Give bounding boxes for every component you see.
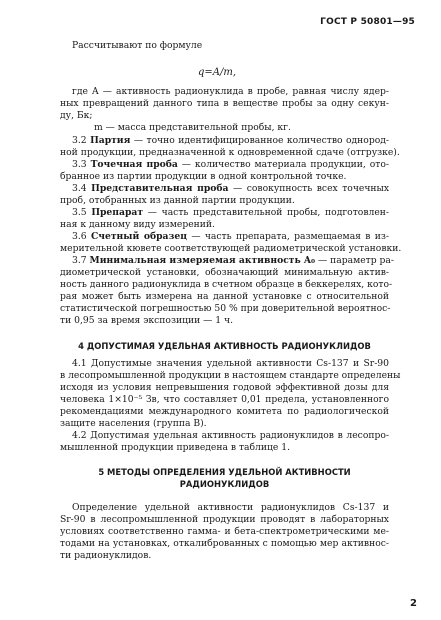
section-4-p1-line-2: в лесопромышленной продукции в настоящем стандарте определены [60, 370, 401, 381]
term-3-2-title: Партия [90, 135, 131, 146]
term-3-6-line-1: 3.6 Счетный образец — часть препарата, размещаемая в из- [72, 231, 390, 242]
term-3-5-line-2: ная к данному виду измерений. [60, 219, 215, 230]
term-3-2-line-1: 3.2 Партия — точно идентифицированное количество однород- [72, 135, 389, 146]
term-3-7-line-6: ти 0,95 за время экспозиции — 1 ч. [60, 315, 234, 326]
page-number: 2 [410, 598, 417, 609]
term-3-2-line-2: ной продукции, предназначенной к одновременной сдаче (отгрузке). [60, 147, 400, 158]
definition-a-line-3: ду, Бк; [60, 110, 93, 121]
section-4-p2-line-1: 4.2 Допустимая удельная активность радионуклидов в лесопро- [72, 430, 389, 441]
section-4-p1-line-3: исходя из условия непревышения годовой эффективной дозы для [60, 382, 389, 393]
section-5-p1-line-1: Определение удельной активности радионуклидов Cs-137 и [72, 502, 389, 513]
section-5-title-line-1: 5 МЕТОДЫ ОПРЕДЕЛЕНИЯ УДЕЛЬНОЙ АКТИВНОСТИ [98, 467, 351, 477]
section-4-p1-line-4: человека 1×10⁻⁵ Зв, что составляет 0,01 предела, установленного [60, 394, 389, 405]
section-4-p2-line-2: мышленной продукции приведена в таблице 1. [60, 442, 291, 453]
section-4-p1-line-6: защите населения (группа В). [60, 418, 207, 429]
standard-code-header: ГОСТ Р 50801—95 [320, 17, 415, 27]
section-5-p1-line-3: условиях соответственно гамма- и бета-спектрометрическими ме- [60, 526, 389, 537]
term-3-7-line-1: 3.7 Минимальная измеряемая активность A₀ — параметр ра- [72, 255, 394, 266]
formula-lead: Рассчитывают по формуле [72, 40, 203, 51]
section-5-p1-line-5: ти радионуклидов. [60, 550, 152, 561]
section-4-title: 4 ДОПУСТИМАЯ УДЕЛЬНАЯ АКТИВНОСТЬ РАДИОНУКЛИДОВ [78, 341, 371, 351]
term-3-7-line-2: диометрической установки, обозначающий минимальную актив- [60, 267, 389, 278]
section-4-p1-line-1: 4.1 Допустимые значения удельной активности Cs-137 и Sr-90 [72, 358, 389, 369]
term-3-3-line-2: бранное из партии продукции в одной контрольной точке. [60, 171, 347, 182]
definition-a-line-1: где A — активность радионуклида в пробе, равная числу ядер- [72, 86, 389, 97]
term-3-6-title: Счетный образец [90, 231, 188, 242]
term-3-7-line-5: статистической погрешностью 50 % при доверительной вероятнос- [60, 303, 391, 314]
section-5-p1-line-2: Sr-90 в лесопромышленной продукции проводят в лабораторных [60, 514, 389, 525]
term-3-6-line-2: мерительной кювете соответствующей радиометрической установки. [60, 243, 402, 254]
term-3-4-line-1: 3.4 Представительная проба — совокупность всех точечных [72, 183, 390, 194]
term-3-4-line-2: проб, отобранных из данной партии продукции. [60, 195, 295, 206]
term-3-7-line-4: рая может быть измерена на данной установке с относительной [60, 291, 389, 302]
section-5-p1-line-4: тодами на установках, откалиброванных с помощью мер активнос- [60, 538, 389, 549]
term-3-3-line-1: 3.3 Точечная проба — количество материала продукции, ото- [72, 159, 390, 170]
definition-a-line-2: ных превращений данного типа в веществе пробы за одну секун- [60, 98, 389, 109]
term-3-7-line-3: ность данного радионуклида в счетном образце в беккерелях, кото- [60, 279, 393, 290]
term-3-5-line-1: 3.5 Препарат — часть представительной пробы, подготовлен- [72, 207, 389, 218]
section-4-p1-line-5: рекомендациями международного комитета по радиологической [60, 406, 389, 417]
term-3-5-title: Препарат [91, 207, 144, 218]
section-5-title-line-2: РАДИОНУКЛИДОВ [179, 479, 270, 489]
formula: q=A/m, [198, 67, 237, 78]
term-3-4-title: Представительная проба [91, 183, 229, 194]
term-3-7-title: Минимальная измеряемая активность A₀ [89, 255, 316, 266]
definition-m: m — масса представительной пробы, кг. [94, 122, 291, 133]
term-3-3-title: Точечная проба [90, 159, 178, 170]
